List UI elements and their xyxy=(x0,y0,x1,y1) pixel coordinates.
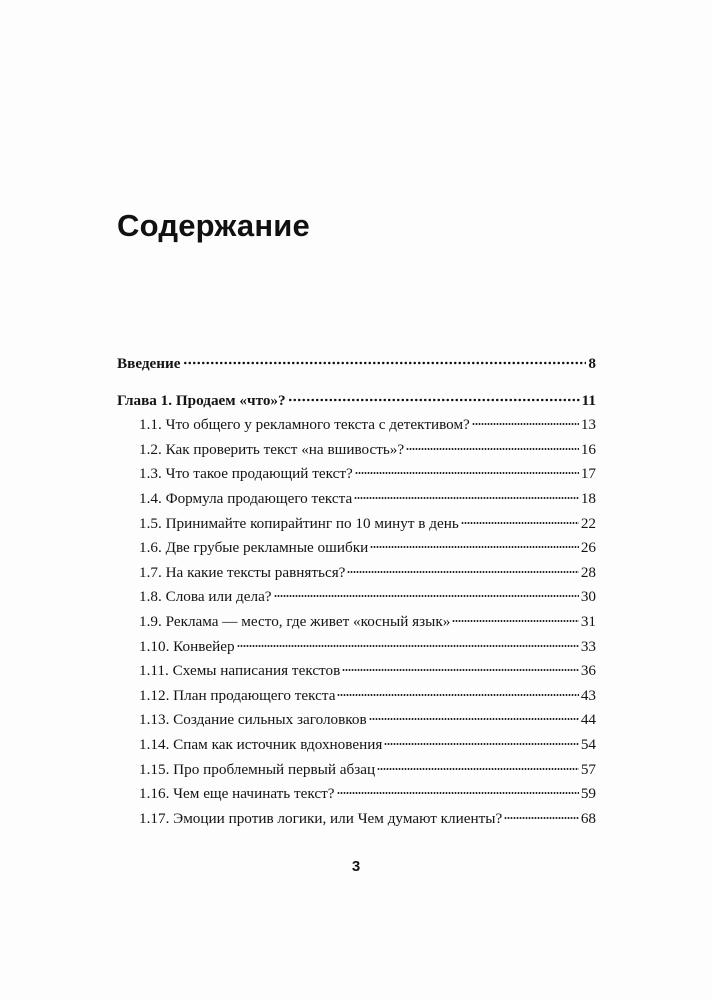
toc-entry xyxy=(117,733,596,758)
toc-entry-title: 1.13. Создание сильных заголовков xyxy=(139,711,367,729)
page-title: Содержание xyxy=(117,208,310,243)
toc-entry-title: 1.16. Чем еще начинать текст? xyxy=(139,785,335,803)
toc-entry-title: Введение xyxy=(117,355,181,372)
toc-entry-page: 57 xyxy=(580,760,596,778)
toc-dot-leader xyxy=(237,642,579,648)
toc-entry-title: 1.9. Реклама — место, где живет «косный язык» xyxy=(139,612,451,630)
toc-entry-title: Глава 1. Продаем «что»? xyxy=(117,391,286,409)
toc-entry-page: 44 xyxy=(580,711,596,729)
toc-dot-leader xyxy=(337,789,579,795)
toc-entry-title: 1.8. Слова или дела? xyxy=(139,588,272,606)
toc-dot-leader xyxy=(347,568,578,574)
toc-dot-leader xyxy=(355,469,579,475)
toc-dot-leader xyxy=(472,420,579,426)
toc-entry xyxy=(117,389,596,414)
toc-entry-page: 54 xyxy=(580,735,596,753)
toc-entry-page: 43 xyxy=(580,686,596,704)
toc-entry-page: 26 xyxy=(580,539,596,557)
toc-dot-leader xyxy=(370,543,579,549)
toc-entry xyxy=(117,487,596,512)
toc-entry-title: 1.1. Что общего у рекламного текста с детективом? xyxy=(139,416,470,434)
toc-entry-title: 1.10. Конвейер xyxy=(139,637,235,655)
toc-entry xyxy=(117,610,596,635)
toc-entry-title: 1.12. План продающего текста xyxy=(139,686,336,704)
toc-entry xyxy=(117,758,596,783)
toc-dot-leader xyxy=(452,617,578,623)
toc-entry-page: 31 xyxy=(580,612,596,630)
toc-dot-leader xyxy=(183,359,587,365)
toc-entry-page: 68 xyxy=(580,809,596,827)
toc-entry-page: 36 xyxy=(580,662,596,680)
toc-entry-title: 1.4. Формула продающего текста xyxy=(139,489,353,507)
toc-dot-leader xyxy=(337,691,578,697)
toc-entry xyxy=(117,807,596,832)
toc-entry xyxy=(117,561,596,586)
toc-dot-leader xyxy=(369,715,579,721)
toc-entry xyxy=(117,708,596,733)
toc-entry-page: 16 xyxy=(580,440,596,458)
toc-entry-title: 1.6. Две грубые рекламные ошибки xyxy=(139,539,369,557)
toc-entry-page: 18 xyxy=(580,489,596,507)
toc-entry xyxy=(117,659,596,684)
toc-entry xyxy=(117,684,596,709)
toc-entry-page: 22 xyxy=(580,514,596,532)
toc-entry xyxy=(117,352,596,377)
toc-entry-page: 59 xyxy=(580,785,596,803)
toc-entry xyxy=(117,512,596,537)
table-of-contents xyxy=(117,352,596,831)
toc-entry-title: 1.11. Схемы написания текстов xyxy=(139,662,341,680)
toc-entry xyxy=(117,635,596,660)
toc-dot-leader xyxy=(384,740,578,746)
toc-dot-leader xyxy=(274,592,579,598)
page-number: 3 xyxy=(351,858,361,875)
toc-entry-page: 13 xyxy=(580,416,596,434)
toc-dot-leader xyxy=(288,396,580,402)
toc-entry-page: 11 xyxy=(581,391,596,409)
toc-dot-leader xyxy=(406,445,579,451)
toc-dot-leader xyxy=(504,814,579,820)
toc-dot-leader xyxy=(342,666,579,672)
toc-entry-title: 1.5. Принимайте копирайтинг по 10 минут в день xyxy=(139,514,459,532)
toc-entry xyxy=(117,438,596,463)
toc-entry xyxy=(117,413,596,438)
toc-entry-title: 1.2. Как проверить текст «на вшивость»? xyxy=(139,440,405,458)
toc-entry-page: 33 xyxy=(580,637,596,655)
toc-entry-title: 1.14. Спам как источник вдохновения xyxy=(139,735,383,753)
toc-entry xyxy=(117,585,596,610)
toc-entry-page: 8 xyxy=(588,355,596,372)
toc-entry xyxy=(117,462,596,487)
toc-entry xyxy=(117,536,596,561)
toc-entry-page: 28 xyxy=(580,563,596,581)
toc-entry-page: 30 xyxy=(580,588,596,606)
toc-entry-title: 1.15. Про проблемный первый абзац xyxy=(139,760,376,778)
toc-dot-leader xyxy=(377,765,579,771)
toc-dot-leader xyxy=(461,519,579,525)
toc-entry-title: 1.3. Что такое продающий текст? xyxy=(139,465,353,483)
toc-entry xyxy=(117,782,596,807)
toc-entry-page: 17 xyxy=(580,465,596,483)
toc-entry-title: 1.7. На какие тексты равняться? xyxy=(139,563,346,581)
toc-dot-leader xyxy=(354,494,579,500)
toc-entry-title: 1.17. Эмоции против логики, или Чем думают клиенты? xyxy=(139,809,503,827)
